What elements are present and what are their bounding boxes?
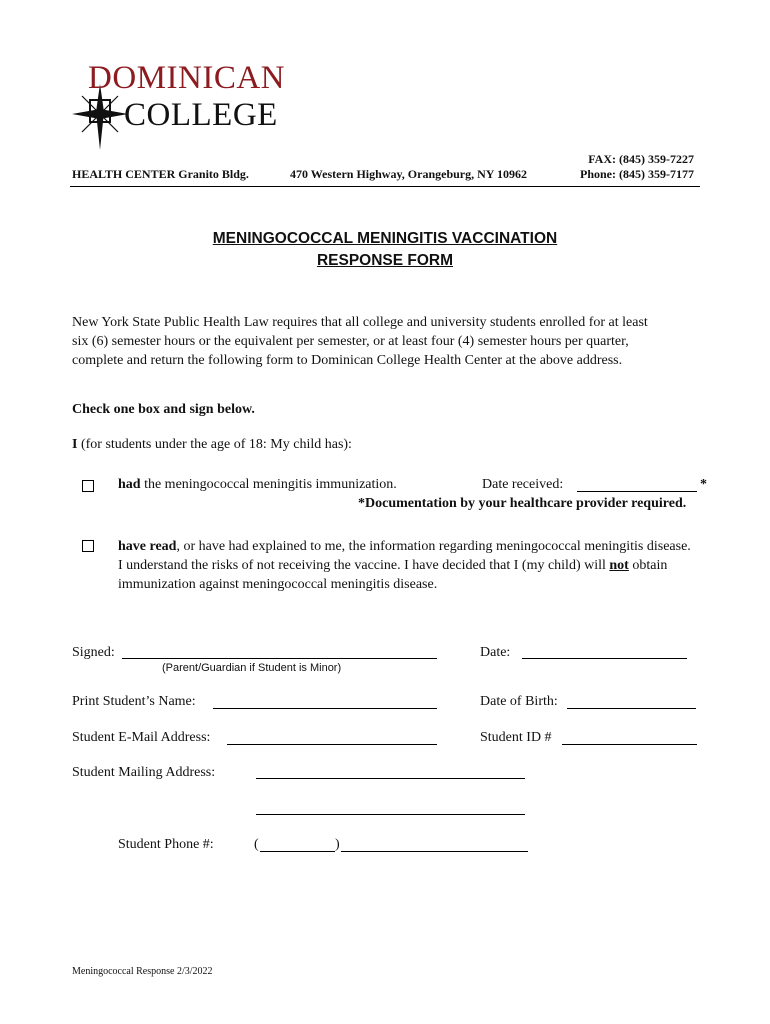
phone-area-code-field[interactable] — [260, 851, 335, 852]
student-name-label: Print Student’s Name: — [72, 694, 196, 709]
option-have-read-line1: , or have had explained to me, the information regarding meningococcal meningitis disease. — [176, 539, 691, 554]
option-have-read-line2a: I understand the risks of not receiving the vaccine. I have decided that I (my child) will — [118, 558, 610, 573]
documentation-note: *Documentation by your healthcare provider required. — [358, 496, 687, 511]
intro-line-2: six (6) semester hours or the equivalent per semester, or at least four (4) semester hours per quarter, — [72, 334, 629, 349]
student-id-label: Student ID # — [480, 730, 552, 745]
instruction: Check one box and sign below. — [72, 402, 255, 417]
mailing-address-field-1[interactable] — [256, 778, 525, 779]
date-received-field[interactable] — [577, 491, 697, 492]
option-have-read-line3: immunization against meningococcal meningitis disease. — [118, 577, 438, 592]
date-label: Date: — [480, 645, 511, 660]
option-have-read-bold: have read — [118, 539, 177, 554]
health-center-location: HEALTH CENTER Granito Bldg. — [72, 167, 249, 181]
mailing-address-field-2[interactable] — [256, 814, 525, 815]
statement-text: (for students under the age of 18: My child has): — [77, 437, 352, 452]
signed-label: Signed: — [72, 645, 115, 660]
intro-line-3: complete and return the following form to Dominican College Health Center at the above address. — [72, 353, 623, 368]
email-field[interactable] — [227, 744, 437, 745]
form-title: MENINGOCOCCAL MENINGITIS VACCINATION — [212, 230, 558, 247]
option-had-checkbox[interactable] — [82, 480, 94, 492]
option-have-read-text — [118, 537, 758, 594]
signed-note: (Parent/Guardian if Student is Minor) — [162, 662, 342, 674]
logo-word-dominican: DOMINICAN — [88, 60, 285, 96]
student-id-field[interactable] — [562, 744, 697, 745]
phone-close-paren: ) — [335, 837, 340, 852]
address: 470 Western Highway, Orangeburg, NY 10962 — [290, 167, 528, 181]
option-have-read-line2b: obtain — [628, 558, 668, 573]
logo-word-college: COLLEGE — [124, 97, 278, 133]
intro-line-1: New York State Public Health Law requires that all college and university students enrolled for at least — [72, 315, 648, 330]
signature-field[interactable] — [122, 658, 437, 659]
date-received-star: * — [700, 477, 707, 492]
phone-open-paren: ( — [254, 837, 259, 852]
form-subtitle: RESPONSE FORM — [316, 252, 454, 269]
dob-label: Date of Birth: — [480, 694, 558, 709]
header-divider — [70, 186, 700, 187]
phone-label: Student Phone #: — [118, 837, 214, 852]
student-name-field[interactable] — [213, 708, 437, 709]
footer-revision: Meningococcal Response 2/3/2022 — [72, 966, 213, 977]
phone-number-field[interactable] — [341, 851, 528, 852]
option-had-desc: the meningococcal meningitis immunization. — [140, 477, 397, 492]
phone-number: Phone: (845) 359-7177 — [580, 167, 694, 181]
date-field[interactable] — [522, 658, 687, 659]
mailing-address-label: Student Mailing Address: — [72, 765, 216, 780]
option-have-read-checkbox[interactable] — [82, 540, 94, 552]
not-emphasis: not — [609, 558, 629, 573]
date-received-label: Date received: — [482, 477, 564, 492]
statement — [72, 437, 352, 453]
fax-number: FAX: (845) 359-7227 — [588, 152, 694, 166]
option-had-bold: had — [118, 477, 141, 492]
email-label: Student E-Mail Address: — [72, 730, 211, 745]
option-had-text — [118, 477, 397, 493]
dob-field[interactable] — [567, 708, 696, 709]
statement-pronoun: I — [72, 437, 78, 452]
intro-paragraph — [72, 313, 712, 370]
